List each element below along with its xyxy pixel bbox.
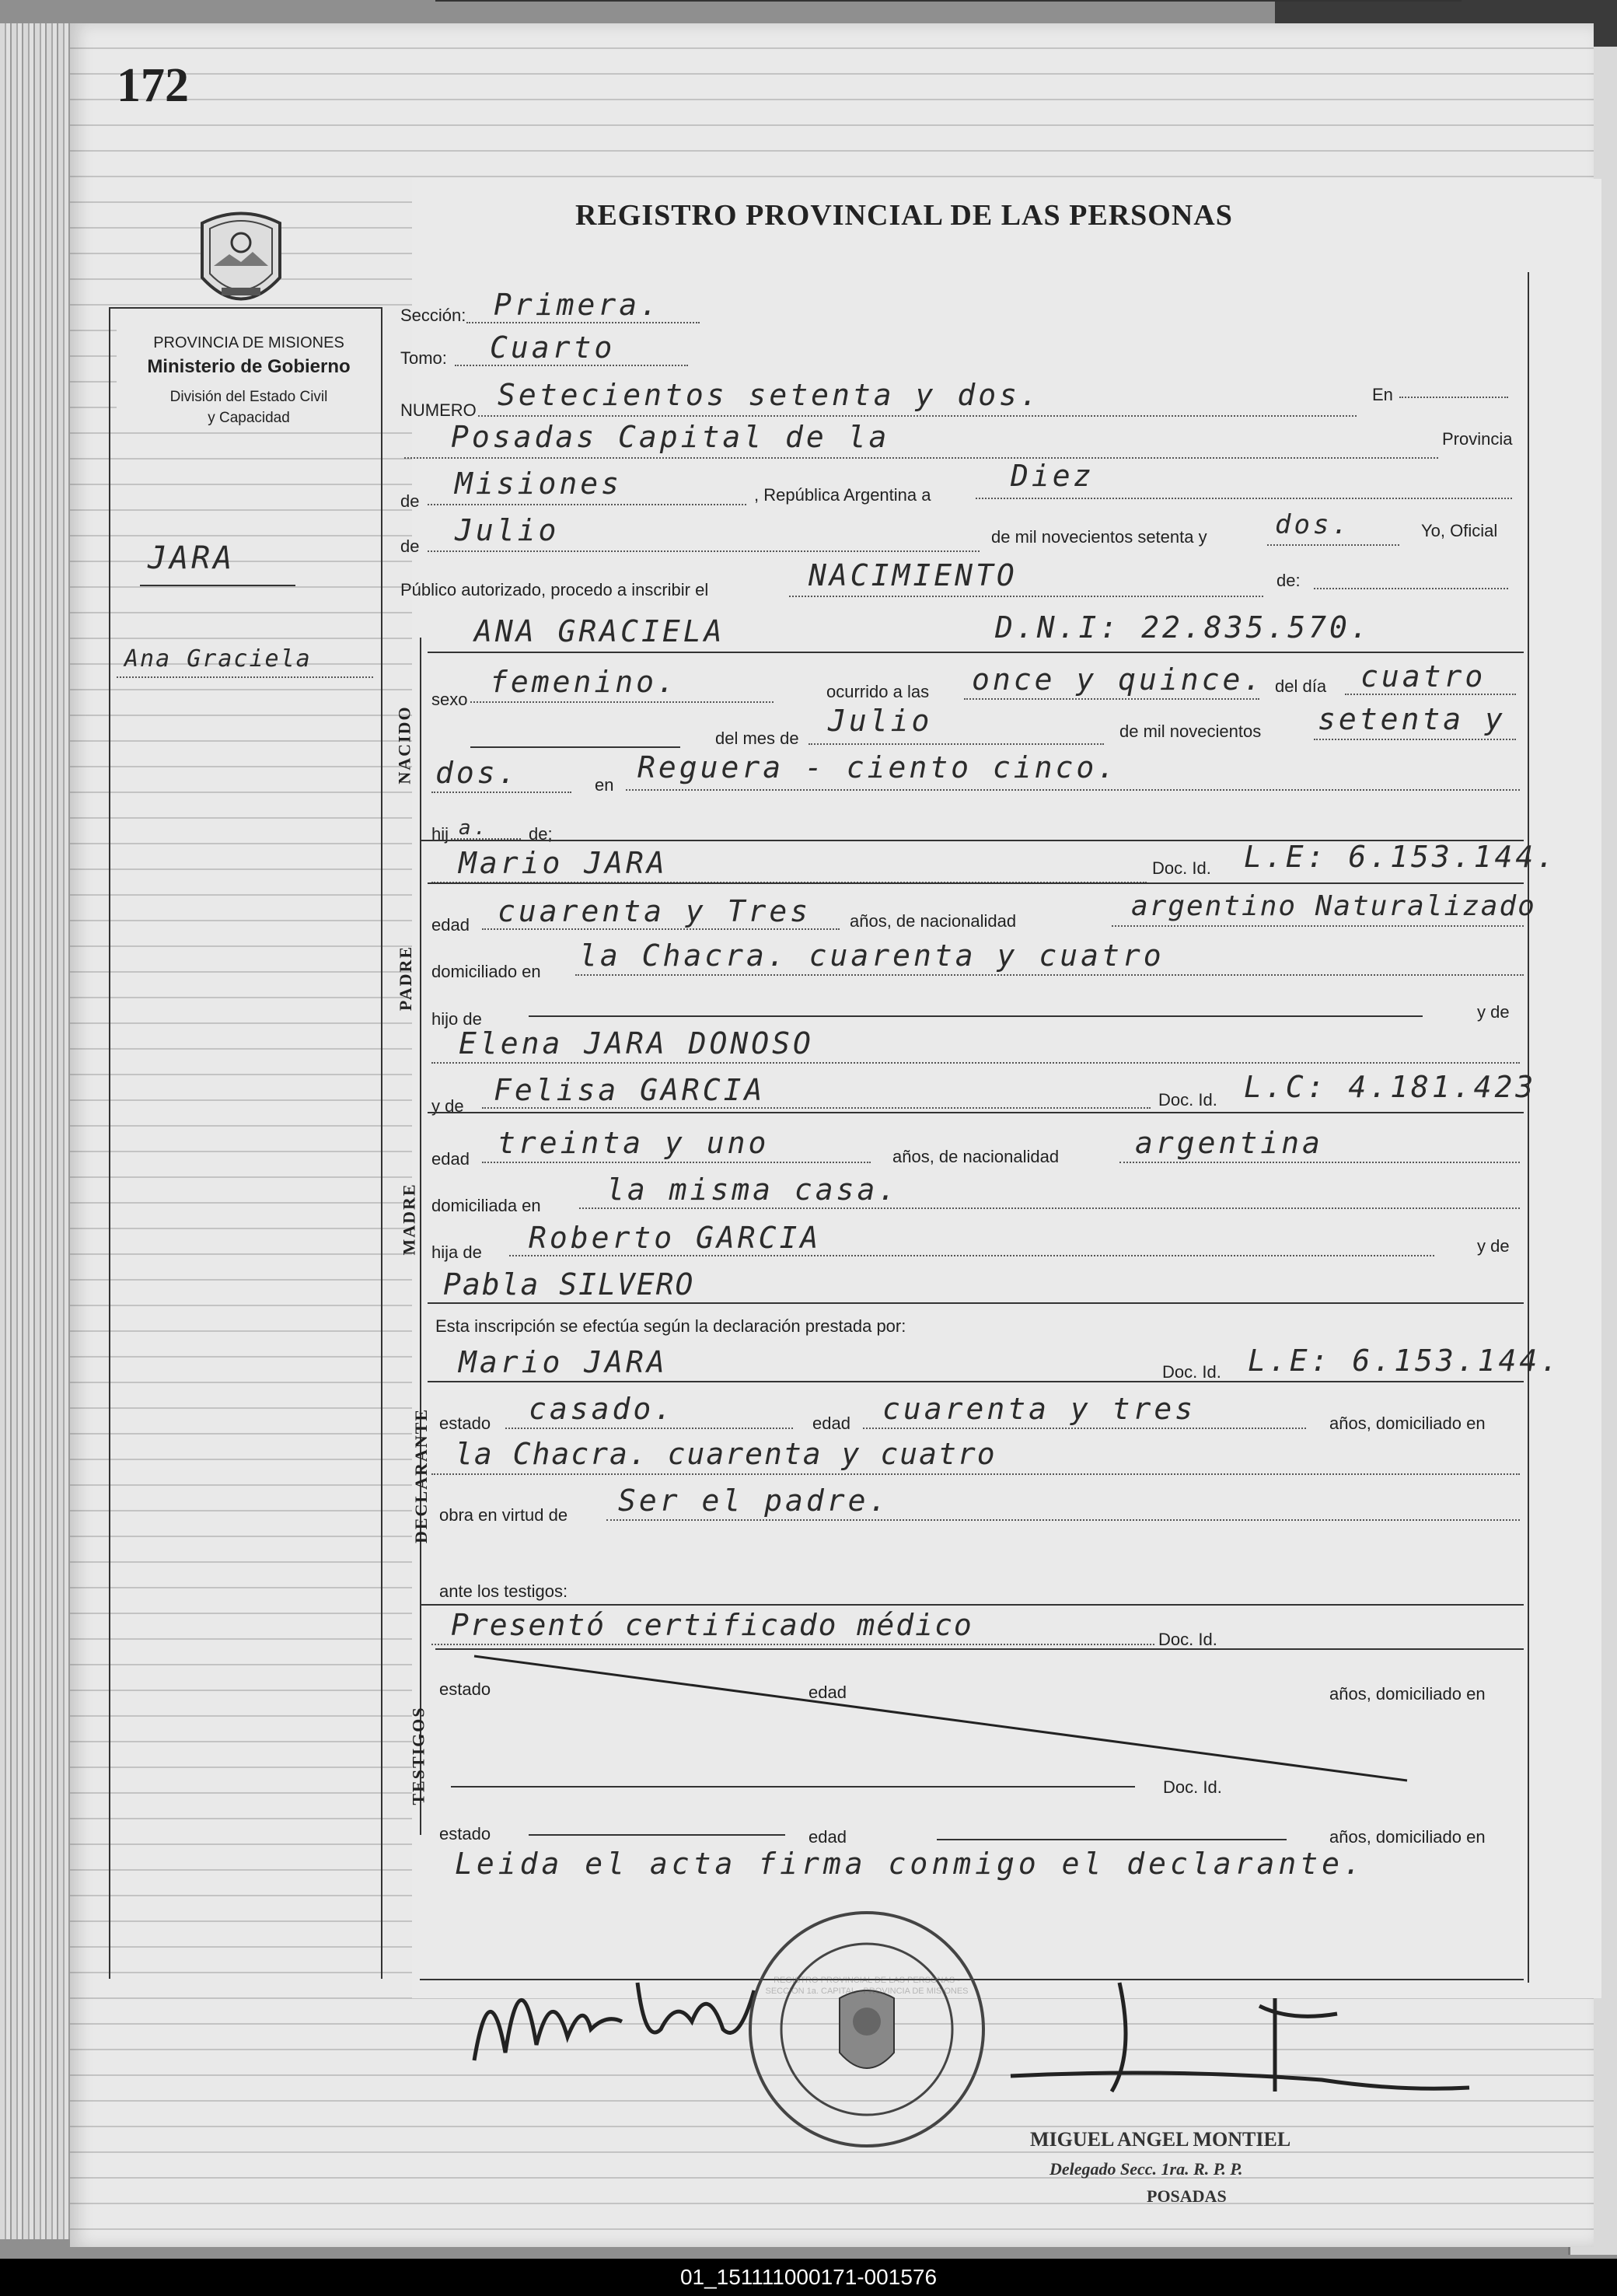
entry-madre-madre: Pabla SILVERO	[443, 1267, 695, 1302]
org-ministry: Ministerio de Gobierno	[147, 356, 351, 377]
label-anios-dom-testigo-1: años, domiciliado en	[1329, 1684, 1486, 1704]
label-ocurrido: ocurrido a las	[826, 682, 930, 701]
label-en-nac: en	[595, 775, 614, 795]
entry-padre-doc: L.E: 6.153.144.	[1244, 840, 1558, 874]
entry-anio: dos.	[1275, 509, 1351, 540]
label-y-de-madre: y de	[1477, 1236, 1510, 1256]
label-edad-testigo-2: edad	[808, 1827, 847, 1847]
label-numero: NUMERO	[400, 400, 477, 420]
label-doc-declarante: Doc. Id.	[1162, 1362, 1221, 1382]
entry-dni: D.N.I: 22.835.570.	[995, 610, 1371, 645]
label-domiciliada-madre: domiciliada en	[431, 1196, 541, 1215]
entry-domicilio-nac: Reguera - ciento cinco.	[637, 750, 1119, 785]
entry-numero: Setecientos setenta y dos.	[498, 378, 1041, 412]
official-city: POSADAS	[1147, 2186, 1227, 2206]
entry-madre-doc: L.C: 4.181.423	[1244, 1070, 1537, 1104]
section-nacido: NACIDO	[394, 705, 414, 785]
label-hija-de: hija de	[431, 1242, 482, 1262]
label-hijo-de: hijo de	[431, 1009, 482, 1029]
entry-testigos-nota: Presentó certificado médico	[451, 1608, 973, 1642]
entry-declarante-dom: la Chacra. cuarenta y cuatro	[455, 1437, 997, 1471]
label-edad-testigo-1: edad	[808, 1683, 847, 1702]
label-estado-testigo-1: estado	[439, 1679, 491, 1699]
page-number: 172	[117, 59, 189, 112]
label-de-semicolon: de;	[529, 824, 553, 844]
entry-declarante-obra: Ser el padre.	[618, 1483, 890, 1518]
official-signature	[933, 1959, 1477, 2115]
section-testigos: TESTIGOS	[408, 1706, 428, 1805]
label-estado-testigo-2: estado	[439, 1824, 491, 1843]
label-yo-oficial: Yo, Oficial	[1421, 521, 1498, 540]
label-edad-declarante: edad	[812, 1414, 850, 1433]
margin-given-names: Ana Graciela	[124, 645, 312, 673]
declarante-signature-text	[490, 1967, 495, 1968]
label-domiciliado-padre: domiciliado en	[431, 962, 541, 981]
label-doc-testigo-1: Doc. Id.	[1158, 1630, 1217, 1649]
label-doc-testigo-2: Doc. Id.	[1163, 1777, 1222, 1797]
entry-acto: NACIMIENTO	[808, 558, 1018, 592]
label-y-de-padre: y de	[1477, 1002, 1510, 1022]
entry-cierre: Leida el acta firma conmigo el declarante.	[455, 1847, 1365, 1881]
label-publico: Público autorizado, procedo a inscribir el	[400, 580, 709, 599]
entry-provincia: Misiones	[455, 467, 623, 501]
label-obra: obra en virtud de	[439, 1505, 568, 1525]
entry-anio-nac-2: dos.	[435, 756, 519, 790]
label-hij: hij	[431, 824, 449, 844]
entry-anio-nac-1: setenta y	[1318, 702, 1506, 736]
label-de-mil-setenta: de mil novecientos setenta y	[991, 527, 1207, 547]
entry-lugar: Posadas Capital de la	[451, 420, 890, 454]
entry-dia: Diez	[1011, 459, 1095, 493]
label-de-2: de	[400, 536, 420, 556]
label-anios-nac-madre: años, de nacionalidad	[892, 1147, 1060, 1166]
entry-hij-suffix: a.	[459, 816, 490, 840]
entry-padre-nombre: Mario JARA	[459, 846, 668, 880]
label-provincia: Provincia	[1442, 429, 1513, 449]
section-padre: PADRE	[396, 945, 416, 1012]
label-de-colon: de:	[1276, 571, 1301, 590]
label-edad-padre: edad	[431, 915, 470, 935]
label-tomo: Tomo:	[400, 348, 447, 368]
label-republica: , República Argentina a	[754, 485, 931, 505]
label-anios-dom-declarante: años, domiciliado en	[1329, 1414, 1486, 1433]
declarante-signature	[459, 1936, 770, 2076]
entry-declarante-edad: cuarenta y tres	[882, 1392, 1196, 1426]
form-title: REGISTRO PROVINCIAL DE LAS PERSONAS	[575, 199, 1233, 232]
label-anios-nac-padre: años, de nacionalidad	[850, 911, 1017, 931]
entry-sexo: femenino.	[490, 665, 678, 699]
label-de-1: de	[400, 491, 420, 511]
label-de-mil: de mil novecientos	[1119, 722, 1262, 741]
margin-surname: JARA	[148, 540, 236, 576]
label-estado-declarante: estado	[439, 1414, 491, 1433]
entry-seccion: Primera.	[494, 288, 662, 322]
stamp-text: REGISTRO PROVINCIAL DE LAS PERSONAS - SECCION 1a. CAPITAL - PROVINCIA DE MISIONES	[765, 1976, 969, 1996]
label-edad-madre: edad	[431, 1149, 470, 1169]
official-role: Delegado Secc. 1ra. R. P. P.	[1049, 2159, 1243, 2179]
entry-nacido-nombre: ANA GRACIELA	[474, 614, 725, 648]
label-y-de-start: y de	[431, 1096, 464, 1116]
entry-mes-nac: Julio	[828, 704, 933, 738]
entry-declarante-nombre: Mario JARA	[459, 1345, 668, 1379]
entry-hora: once y quince.	[972, 662, 1265, 697]
entry-madre-edad: treinta y uno	[498, 1126, 770, 1160]
label-anios-dom-testigo-2: años, domiciliado en	[1329, 1827, 1486, 1847]
entry-madre-dom: la misma casa.	[606, 1172, 899, 1207]
entry-dia-nac: cuatro	[1360, 659, 1486, 694]
entry-padre-padres: Elena JARA DONOSO	[459, 1026, 814, 1061]
label-esta-inscripcion: Esta inscripción se efectúa según la declaración prestada por:	[435, 1316, 906, 1336]
label-doc-padre: Doc. Id.	[1152, 858, 1211, 878]
entry-madre-nac: argentina	[1135, 1126, 1323, 1160]
official-name: MIGUEL ANGEL MONTIEL	[1030, 2128, 1291, 2151]
label-del-mes: del mes de	[715, 729, 799, 748]
label-del-dia: del día	[1275, 676, 1327, 696]
entry-madre-nombre: Felisa GARCIA	[494, 1073, 766, 1107]
entry-mes: Julio	[455, 513, 560, 547]
entry-declarante-doc: L.E: 6.153.144.	[1248, 1344, 1562, 1378]
label-seccion: Sección:	[400, 306, 466, 325]
entry-declarante-estado: casado.	[529, 1392, 676, 1426]
section-madre: MADRE	[399, 1183, 419, 1256]
section-declarante: DECLARANTE	[411, 1407, 431, 1544]
entry-padre-edad: cuarenta y Tres	[498, 894, 812, 928]
org-province: PROVINCIA DE MISIONES	[153, 334, 344, 351]
label-doc-madre: Doc. Id.	[1158, 1090, 1217, 1110]
label-en: En	[1372, 385, 1393, 404]
label-sexo: sexo	[431, 690, 468, 709]
org-division-1: División del Estado Civil	[169, 389, 328, 405]
label-ante: ante los testigos:	[439, 1581, 568, 1601]
footer-caption: 01_151111000171-001576	[0, 2259, 1617, 2296]
org-division-2: y Capacidad	[208, 410, 290, 426]
entry-padre-dom: la Chacra. cuarenta y cuatro	[579, 938, 1165, 973]
entry-padre-nac: argentino Naturalizado	[1131, 890, 1536, 922]
entry-madre-padre: Roberto GARCIA	[529, 1221, 822, 1255]
entry-tomo: Cuarto	[490, 330, 616, 365]
